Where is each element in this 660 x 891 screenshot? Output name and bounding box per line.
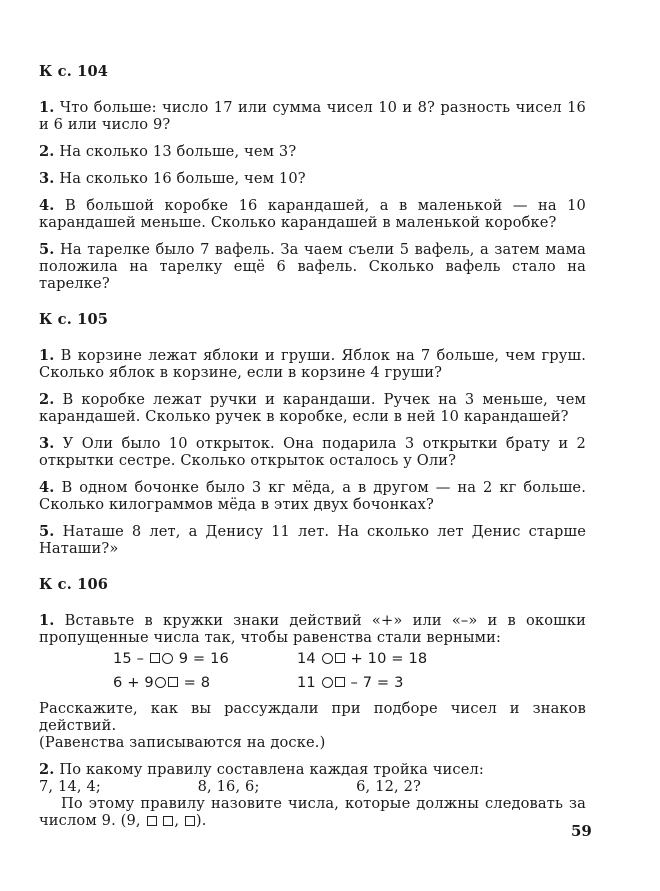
blank-box [163, 816, 173, 826]
task-number: 4. [39, 479, 55, 496]
task-text: В корзине лежат яблоки и груши. Яблок на 7 больше, чем груш. Сколько яблок в корзине, если в корзине 4 груши? [39, 347, 586, 381]
task-104-4 [39, 197, 586, 231]
blank-box [335, 653, 345, 663]
task-text: Вставьте в кружки знаки действий «+» или «–» и в окошки пропущенные числа так, чтобы равенства стали верными: [39, 612, 586, 646]
task-105-5 [39, 523, 586, 557]
rule-sep: , [174, 812, 180, 829]
blank-box [185, 816, 195, 826]
task-text: На тарелке было 7 вафель. За чаем съели 5 вафель, а затем мама положила на тарелку ещё 6 вафель. Сколько вафель стало на тарелке? [39, 241, 586, 292]
equation-row-2 [39, 670, 586, 694]
task-number: 2. [39, 143, 55, 160]
explain-text: Расскажите, как вы рассуждали при подборе чисел и знаков действий. [39, 700, 586, 734]
blank-circle [155, 677, 166, 688]
task-106-2 [39, 761, 586, 778]
task-number: 2. [39, 391, 55, 408]
equation-part: – 7 = 3 [350, 673, 404, 691]
triple-1: 7, 14, 4; [39, 778, 101, 795]
task-106-1 [39, 612, 586, 646]
task-text: На сколько 13 больше, чем 3? [54, 143, 297, 160]
task-text: В большой коробке 16 карандашей, а в маленькой — на 10 карандашей меньше. Сколько карандашей в маленькой коробке? [39, 197, 586, 231]
task-105-4 [39, 479, 586, 513]
equation-a [113, 650, 297, 667]
rule-end: ). [195, 812, 207, 829]
page-content [39, 63, 586, 829]
blank-circle [322, 677, 333, 688]
task-number: 3. [39, 435, 55, 452]
rule-body: По этому правилу назовите числа, которые должны следовать за числом 9. (9, [39, 795, 586, 829]
triple-3: 6, 12, 2? [356, 778, 421, 795]
blank-circle [322, 653, 333, 664]
equation-c [113, 674, 297, 691]
task-number: 4. [39, 197, 55, 214]
task-105-1 [39, 347, 586, 381]
note-text: (Равенства записываются на доске.) [39, 734, 326, 751]
section-title-106: К с. 106 [39, 576, 109, 593]
task-number: 5. [39, 241, 55, 258]
blank-box [335, 677, 345, 687]
equation-b [297, 650, 427, 667]
task-number: 5. [39, 523, 55, 540]
task-104-3 [39, 170, 586, 187]
equation-d [297, 674, 404, 691]
task-104-5 [39, 241, 586, 292]
task-number: 1. [39, 347, 55, 364]
blank-circle [162, 653, 173, 664]
task-number: 1. [39, 99, 55, 116]
task-text: На сколько 16 больше, чем 10? [54, 170, 306, 187]
task-text: По какому правилу составлена каждая тройка чисел: [54, 761, 484, 778]
task-105-2 [39, 391, 586, 425]
blank-box [147, 816, 157, 826]
equation-part: 14 [297, 649, 316, 667]
equation-part: 11 [297, 673, 316, 691]
page-number: 59 [571, 822, 592, 840]
task-text: Наташе 8 лет, а Денису 11 лет. На сколько лет Денис старше Наташи?» [39, 523, 586, 557]
task-number: 2. [39, 761, 55, 778]
equation-part: 15 – [113, 649, 145, 667]
equation-part: 9 = 16 [178, 649, 229, 667]
task-104-2 [39, 143, 586, 160]
blank-box [150, 653, 160, 663]
task-text: У Оли было 10 открыток. Она подарила 3 открытки брату и 2 открытки сестре. Сколько открыток осталось у Оли? [39, 435, 586, 469]
blank-box [168, 677, 178, 687]
number-triples [39, 778, 421, 795]
task-text: В коробке лежат ручки и карандаши. Ручек на 3 меньше, чем карандашей. Сколько ручек в коробке, если в ней 10 карандашей? [39, 391, 586, 425]
task-105-3 [39, 435, 586, 469]
section-title-104: К с. 104 [39, 63, 109, 80]
equation-part: 6 + 9 [113, 673, 154, 691]
equation-part: + 10 = 18 [350, 649, 428, 667]
section-title-105: К с. 105 [39, 311, 109, 328]
equation-part: = 8 [183, 673, 211, 691]
task-number: 3. [39, 170, 55, 187]
task-text: Что больше: число 17 или сумма чисел 10 и 8? разность чисел 16 и 6 или число 9? [39, 99, 586, 133]
rule-text [39, 795, 586, 829]
task-text: В одном бочонке было 3 кг мёда, а в другом — на 2 кг больше. Сколько килограммов мёда в этих двух бочонках? [39, 479, 586, 513]
equation-row-1 [39, 646, 586, 670]
task-104-1 [39, 99, 586, 133]
triple-2: 8, 16, 6; [197, 778, 260, 795]
task-number: 1. [39, 612, 55, 629]
